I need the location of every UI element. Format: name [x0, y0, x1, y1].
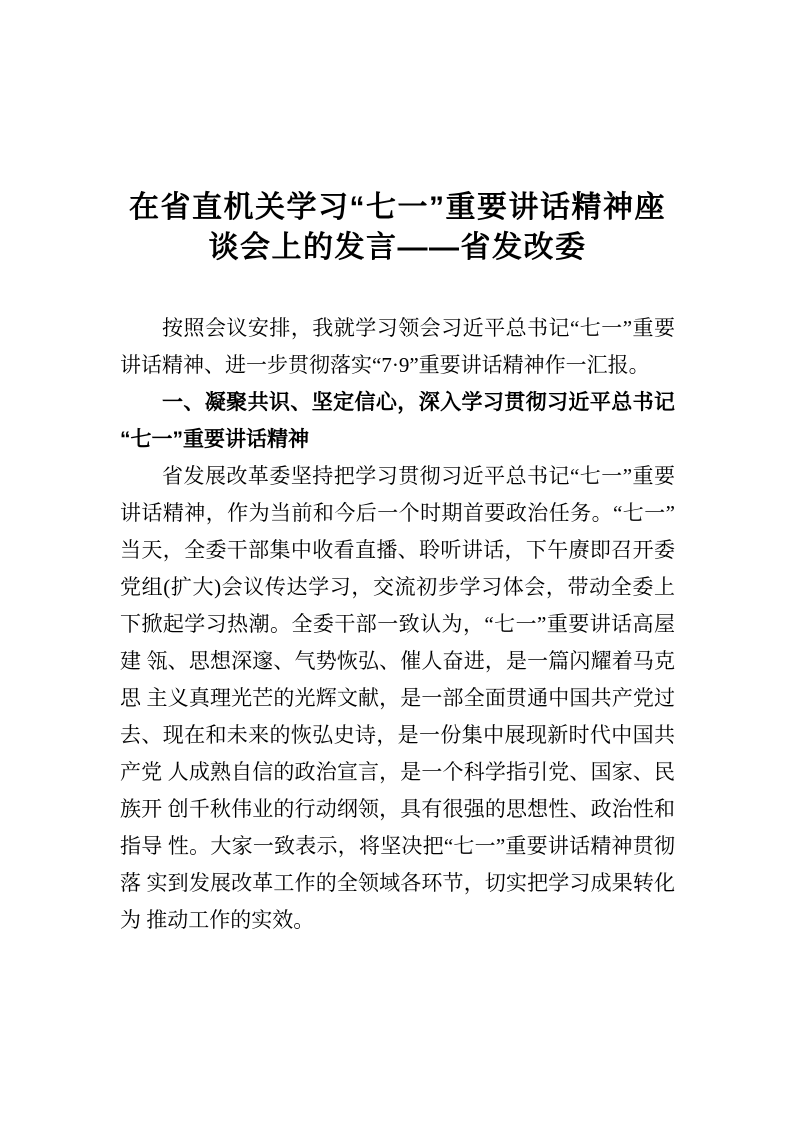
- section-heading-1: 一、凝聚共识、坚定信心，深入学习贯彻习近平总书记“七一”重要讲话精神: [120, 391, 675, 451]
- paragraph-section-1-body: 省发展改革委坚持把学习贯彻习近平总书记“七一”重要讲话精神，作为当前和今后一个时期首要政治任务。“七一”当天，全委干部集中收看直播、聆听讲话，下午赓即召开委 党组(扩大)会议传达学习，交流初步学习体会，带动全委上下掀起学习热潮。全委干部一致认为，“七一”重要讲话高屋建 瓴、思想深邃、气势恢弘、催人奋进，是一篇闪耀着马克思 主义真理光芒的光辉文献，是一部全面贯通中国共产党过去、现在和未来的恢弘史诗，是一份集中展现新时代中国共产党 人成熟自信的政治宣言，是一个科学指引党、国家、民族开 创千秋伟业的行动纲领，具有很强的思想性、政治性和指导 性。大家一致表示，将坚决把“七一”重要讲话精神贯彻落 实到发展改革工作的全领域各环节，切实把学习成果转化为 推动工作的实效。: [120, 464, 675, 932]
- document-title: [120, 188, 675, 268]
- paragraph-intro: 按照会议安排，我就学习领会习近平总书记“七一”重要讲话精神、进一步贯彻落实“7·9”重要讲话精神作一汇报。: [120, 316, 675, 377]
- title-line-1: 在省直机关学习“七一”重要讲话精神座: [129, 191, 666, 224]
- title-line-2: 谈会上的发言——省发改委: [208, 231, 587, 264]
